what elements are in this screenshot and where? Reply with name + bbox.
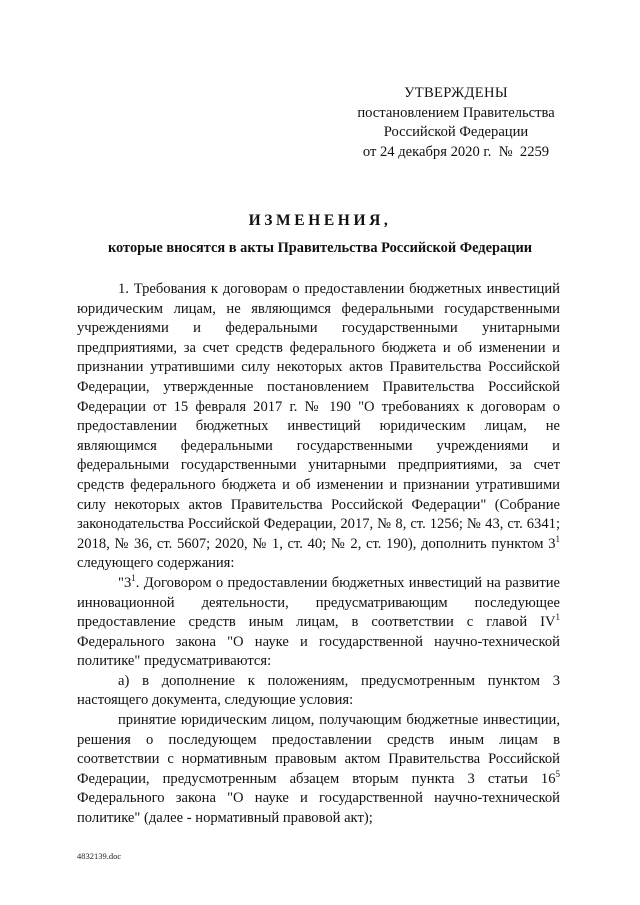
approval-line-resolution: постановлением Правительства xyxy=(357,104,555,121)
approval-heading: УТВЕРЖДЕНЫ xyxy=(404,85,508,101)
superscript: 5 xyxy=(555,768,560,779)
document-title: ИЗМЕНЕНИЯ, xyxy=(248,212,392,229)
superscript: 1 xyxy=(131,573,136,584)
document-file-code: 4832139.doc xyxy=(77,851,122,861)
approval-line-country: Российской Федерации xyxy=(383,124,529,140)
paragraph-2: "$3^1$. Договором о предоставлении бюджетных инвестиций на развитие инновационной деятельности, предусматривающим последующее предоставление средств иным лицам, в соответствии с главой $IV^1$ Федерального закона "О науке и государственной научно-технической политике" предусматриваются: xyxy=(77,573,560,670)
paragraph-4: принятие юридическим лицом, получающим бюджетные инвестиции, решения о последующем предоставлении средств иным лицам в соответствии с нормативным правовым актом Правительства Российской Федерации, предусмотренным абзацем вторым пункта 3 статьи $16^5$ Федерального закона "О науке и государственной научно-технической политике" (далее - нормативный правовой акт); xyxy=(77,712,560,827)
superscript: 1 xyxy=(555,612,560,623)
approval-stamp xyxy=(340,84,572,162)
approval-line-date-number: от 24 декабря 2020 г. № 2259 xyxy=(362,143,550,160)
superscript: 1 xyxy=(555,533,560,544)
paragraph-1: 1. Требования к договорам о предоставлении бюджетных инвестиций юридическим лицам, не являющимся федеральными государственными учреждениями и федеральными государственными унитарными предприятиями, за счет средств федерального бюджета и об изменении и признании утратившими силу некоторых актов Правительства Российской Федерации, утвержденные постановлением Правительства Российской Федерации от 15 февраля 2017 г. № 190 "О требованиях к договорам о предоставлении бюджетных инвестиций юридическим лицам, не являющимся федеральными государственными учреждениями и федеральными государственными унитарными предприятиями, за счет средств федерального бюджета и об изменении и признании утратившими силу некоторых актов Правительства Российской Федерации" (Собрание законодательства Российской Федерации, 2017, № 8, ст. 1256; № 43, ст. 6341; 2018, № 36, ст. 5607; 2020, № 1, ст. 40; № 2, ст. 190), дополнить пунктом $3^1$ следующего содержания: xyxy=(77,281,560,572)
document-subtitle: которые вносятся в акты Правительства Российской Федерации xyxy=(107,240,533,256)
document-body xyxy=(77,280,560,829)
paragraph-3: а) в дополнение к положениям, предусмотренным пунктом 3 настоящего документа, следующие условия: xyxy=(77,672,560,709)
